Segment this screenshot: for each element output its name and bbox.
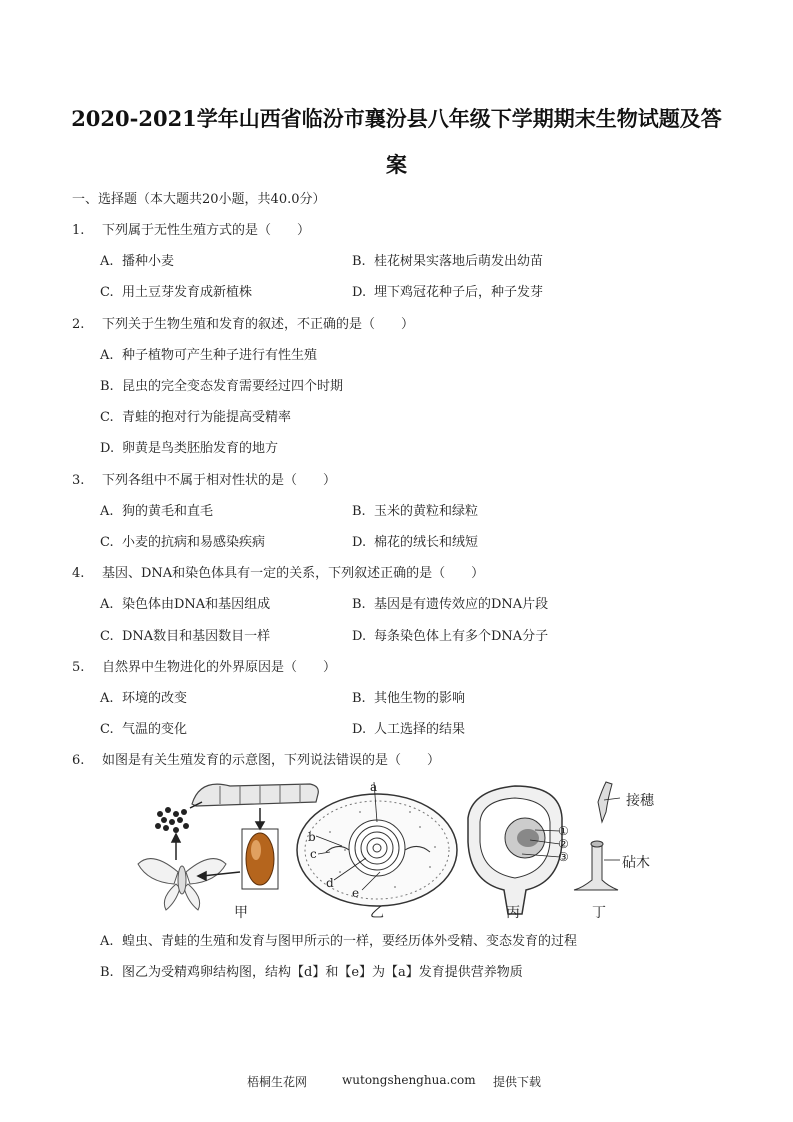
uterus-label-2: ② (558, 837, 569, 851)
option-3b (352, 500, 478, 519)
option-text: 卵黄是鸟类胚胎发育的地方 (122, 441, 279, 456)
option-letter: A. (100, 597, 114, 612)
option-letter: C. (100, 410, 114, 425)
option-4b (352, 593, 548, 612)
figure-drawings (130, 772, 670, 922)
option-text: 气温的变化 (122, 722, 188, 737)
option-3a (100, 500, 213, 519)
question-number: 1. (72, 223, 85, 238)
option-text: 用土豆芽发育成新植株 (122, 285, 253, 300)
uterus-label-1: ① (558, 824, 569, 838)
option-letter: C. (100, 629, 114, 644)
option-letter: B. (352, 597, 366, 612)
footer-url[interactable]: wutongshenghua.com (342, 1073, 476, 1087)
egg-structure-diagram (297, 782, 457, 906)
egg-label-a: a (370, 780, 378, 794)
option-letter: A. (100, 934, 114, 949)
option-text: 小麦的抗病和易感染疾病 (122, 535, 266, 550)
page-title (40, 96, 753, 188)
egg-label-e: e (352, 886, 360, 900)
uterus-diagram (468, 786, 562, 914)
option-2c (100, 406, 291, 425)
question-number: 2. (72, 317, 85, 332)
option-5c (100, 718, 187, 737)
larva (192, 784, 318, 806)
option-5b (352, 687, 465, 706)
option-3c (100, 531, 265, 550)
option-2d (100, 437, 278, 456)
panel-label-yi: 乙 (370, 905, 384, 921)
option-text: 狗的黄毛和直毛 (122, 504, 214, 519)
option-1a (100, 250, 174, 269)
title-line-2: 案 (386, 152, 407, 177)
egg-label-d: d (326, 876, 334, 890)
grafting-diagram (574, 782, 620, 890)
question-number: 5. (72, 660, 85, 675)
footer-site-name: 梧桐生花网 (247, 1075, 308, 1089)
option-letter: A. (100, 254, 114, 269)
option-letter: A. (100, 504, 114, 519)
option-text: 播种小麦 (122, 254, 175, 269)
option-letter: B. (100, 379, 114, 394)
option-letter: B. (352, 504, 366, 519)
question-2 (72, 313, 414, 332)
egg-label-b: b (308, 830, 316, 844)
option-text: 基因是有遗传效应的DNA片段 (374, 597, 549, 612)
option-1d (352, 281, 543, 300)
option-5a (100, 687, 187, 706)
option-4a (100, 593, 270, 612)
question-number: 3. (72, 473, 85, 488)
graft-label-scion: 接穗 (626, 793, 654, 809)
question-text: 下列关于生物生殖和发育的叙述，不正确的是（ ） (102, 317, 415, 332)
option-text: 青蛙的抱对行为能提高受精率 (122, 410, 292, 425)
option-3d (352, 531, 478, 550)
option-letter: D. (352, 629, 367, 644)
option-6b (100, 961, 523, 980)
option-text: 环境的改变 (122, 691, 188, 706)
question-4 (72, 562, 484, 581)
graft-label-stock: 砧木 (622, 855, 650, 871)
option-text: 其他生物的影响 (374, 691, 466, 706)
option-letter: D. (352, 285, 367, 300)
option-letter: D. (352, 722, 367, 737)
option-text: 埋下鸡冠花种子后，种子发芽 (374, 285, 544, 300)
question-1 (72, 219, 310, 238)
option-5d (352, 718, 465, 737)
option-letter: A. (100, 691, 114, 706)
question-number: 4. (72, 566, 85, 581)
option-letter: C. (100, 285, 114, 300)
option-text: 蝗虫、青蛙的生殖和发育与图甲所示的一样，要经历体外受精、变态发育的过程 (122, 934, 578, 949)
option-letter: C. (100, 722, 114, 737)
option-text: 人工选择的结果 (374, 722, 466, 737)
question-6 (72, 749, 440, 768)
option-text: 每条染色体上有多个DNA分子 (374, 629, 549, 644)
option-text: 昆虫的完全变态发育需要经过四个时期 (122, 379, 344, 394)
option-1c (100, 281, 252, 300)
option-letter: C. (100, 535, 114, 550)
option-letter: D. (352, 535, 367, 550)
option-letter: A. (100, 348, 114, 363)
question-3 (72, 469, 336, 488)
question-text: 下列各组中不属于相对性状的是（ ） (102, 473, 337, 488)
question-5 (72, 656, 336, 675)
pupa (242, 829, 278, 889)
uterus-label-3: ③ (558, 850, 569, 864)
panel-label-ding: 丁 (592, 905, 606, 921)
option-2b (100, 375, 343, 394)
footer-download-note: 提供下载 (493, 1075, 542, 1089)
option-text: 种子植物可产生种子进行有性生殖 (122, 348, 318, 363)
question-text: 基因、DNA和染色体具有一定的关系，下列叙述正确的是（ ） (102, 566, 485, 581)
question-text: 如图是有关生殖发育的示意图，下列说法错误的是（ ） (102, 753, 441, 768)
panel-label-bing: 丙 (506, 905, 520, 921)
title-line-1: 2020-2021学年山西省临汾市襄汾县八年级下学期期末生物试题及答 (71, 106, 722, 131)
option-text: DNA数目和基因数目一样 (122, 629, 271, 644)
option-letter: B. (352, 691, 366, 706)
section-heading: 一、选择题（本大题共20小题，共40.0分） (72, 192, 326, 207)
option-4d (352, 625, 548, 644)
egg-label-c: c (310, 847, 317, 861)
moth (138, 859, 226, 910)
option-text: 图乙为受精鸡卵结构图，结构【d】和【e】为【a】发育提供营养物质 (122, 965, 523, 980)
option-letter: B. (100, 965, 114, 980)
option-text: 染色体由DNA和基因组成 (122, 597, 271, 612)
reproduction-figure (130, 772, 670, 922)
option-6a (100, 930, 577, 949)
silkworm-cycle-diagram (138, 784, 318, 910)
option-text: 桂花树果实落地后萌发出幼苗 (374, 254, 544, 269)
option-2a (100, 344, 317, 363)
question-text: 自然界中生物进化的外界原因是（ ） (102, 660, 337, 675)
question-number: 6. (72, 753, 85, 768)
option-1b (352, 250, 543, 269)
eggs-cluster (155, 807, 189, 833)
option-letter: B. (352, 254, 366, 269)
option-text: 棉花的绒长和绒短 (374, 535, 479, 550)
option-letter: D. (100, 441, 115, 456)
option-4c (100, 625, 270, 644)
question-text: 下列属于无性生殖方式的是（ ） (102, 223, 311, 238)
option-text: 玉米的黄粒和绿粒 (374, 504, 479, 519)
panel-label-jia: 甲 (234, 905, 248, 921)
